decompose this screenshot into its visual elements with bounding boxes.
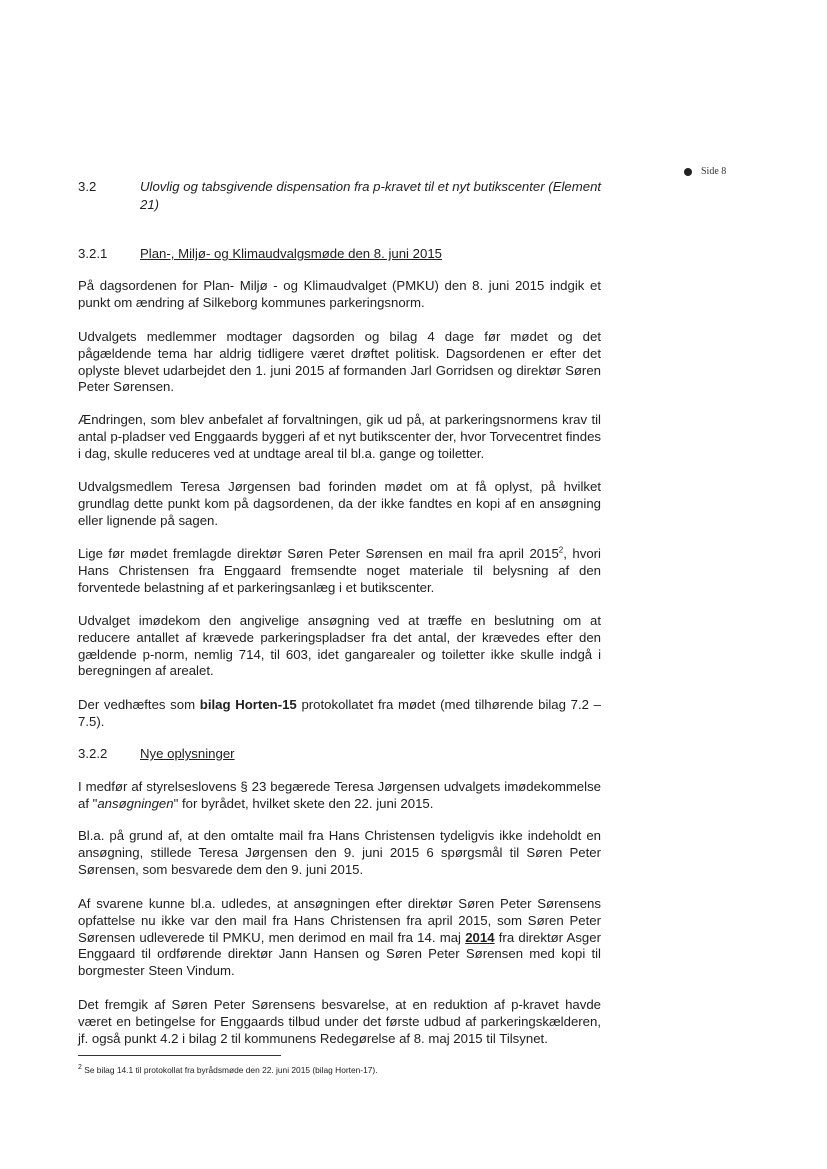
section-title: Ulovlig og tabsgivende dispensation fra p-kravet til et nyt butikscenter (Element 21)	[140, 179, 602, 212]
paragraph-10	[78, 896, 601, 980]
paragraph-8	[78, 779, 601, 813]
paragraph-11: Det fremgik af Søren Peter Sørensens besvarelse, at en reduktion af p-kravet havde været en betingelse for Enggaards tilbud under det første udbud af parkeringskælderen, jf. også punkt 4.2 i bilag 2 til kommunens Redegørelse af 8. maj 2015 til Tilsynet.	[78, 997, 601, 1046]
paragraph-5	[78, 546, 601, 596]
footnote-divider	[78, 1055, 281, 1056]
paragraph-2: Udvalgets medlemmer modtager dagsorden og bilag 4 dage før mødet og det pågældende tema har aldrig tidligere været drøftet politisk. Dagsordenen er efter det oplyste blevet udarbejdet den 1. juni 2015 af formanden Jarl Gorridsen og direktør Søren Peter Sørensen.	[78, 329, 601, 395]
paragraph-10-text-b: fra direktør Asger Enggaard til ordførende direktør Jann Hansen og Søren Peter Sørensen med kopi til borgmester Steen Vindum.	[78, 929, 601, 979]
page-number-marker	[684, 166, 726, 177]
paragraph-9: Bl.a. på grund af, at den omtalte mail fra Hans Christensen tydeligvis ikke indeholdt en ansøgning, stillede Teresa Jørgensen den 9. juni 2015 6 spørgsmål til Søren Peter Sørensen, som besvarede dem den 9. juni 2015.	[78, 828, 601, 877]
paragraph-7	[78, 697, 601, 731]
footnote-number: 2	[78, 1064, 82, 1072]
footnote-reference: 2	[558, 545, 564, 555]
paragraph-4: Udvalgsmedlem Teresa Jørgensen bad forinden mødet om at få oplyst, på hvilket grundlag dette punkt kom på dagsordenen, da der ikke fandtes en kopi af en ansøgning eller lignende på sagen.	[78, 479, 601, 528]
section-number: 3.2	[78, 179, 97, 194]
subsection-heading-321	[78, 245, 442, 263]
paragraph-8-text-a: I medfør af styrelseslovens § 23 begærede Teresa Jørgensen udvalgets imødekommelse af "	[78, 779, 601, 811]
paragraph-3: Ændringen, som blev anbefalet af forvaltningen, gik ud på, at parkeringsnormens krav til antal p-pladser ved Enggaards byggeri af et nyt butikscenter der, hvor Torvecentret findes i dag, skulle reduceres ved at undtage areal til bl.a. gange og toiletter.	[78, 412, 601, 461]
paragraph-5-text-b: , hvori Hans Christensen fra Enggaard fremsendte noget materiale til belysning af den forventede belastning af et parkeringsanlæg i et butikscenter.	[78, 546, 601, 595]
subsection-heading-322	[78, 745, 235, 763]
subsection-number: 3.2.1	[78, 246, 108, 261]
paragraph-5-text-a: Lige før mødet fremlagde direktør Søren Peter Sørensen en mail fra april 2015	[78, 546, 559, 561]
footnote-text: Se bilag 14.1 til protokollat fra byrådsmøde den 22. juni 2015 (bilag Horten-17).	[81, 1065, 378, 1075]
footnote	[78, 1065, 378, 1076]
bilag-reference: bilag Horten-15	[199, 697, 297, 712]
subsection-title: Nye oplysninger	[140, 746, 235, 761]
paragraph-8-text-b: " for byrådet, hvilket skete den 22. juni 2015.	[173, 795, 434, 811]
paragraph-7-text-b: protokollatet fra mødet (med tilhørende bilag 7.2 – 7.5).	[78, 697, 601, 729]
paragraph-10-text-a: Af svarene kunne bl.a. udledes, at ansøgningen efter direktør Søren Peter Sørensens opfattelse nu ikke var den mail fra Hans Christensen fra april 2015, som Søren Peter Sørensen udleverede til PMKU, men derimod en mail fra 14. maj	[78, 896, 601, 945]
bullet-icon	[684, 168, 692, 176]
paragraph-7-text-a: Der vedhæftes som	[78, 697, 200, 712]
italic-term: ansøgningen	[97, 795, 174, 811]
page-number: Side 8	[701, 166, 727, 177]
paragraph-1: På dagsordenen for Plan- Miljø - og Klimaudvalget (PMKU) den 8. juni 2015 indgik et punkt om ændring af Silkeborg kommunes parkeringsnorm.	[78, 278, 601, 310]
subsection-title: Plan-, Miljø- og Klimaudvalgsmøde den 8. juni 2015	[140, 246, 442, 261]
paragraph-6: Udvalget imødekom den angivelige ansøgning ved at træffe en beslutning om at reducere antallet af krævede parkeringspladser fra det antal, der krævedes efter den gældende p-norm, nemlig 714, til 603, idet gangarealer og toiletter ikke skulle indgå i beregningen af arealet.	[78, 613, 601, 679]
subsection-number: 3.2.2	[78, 746, 108, 761]
section-heading	[78, 178, 610, 214]
emphasized-year: 2014	[465, 929, 495, 945]
